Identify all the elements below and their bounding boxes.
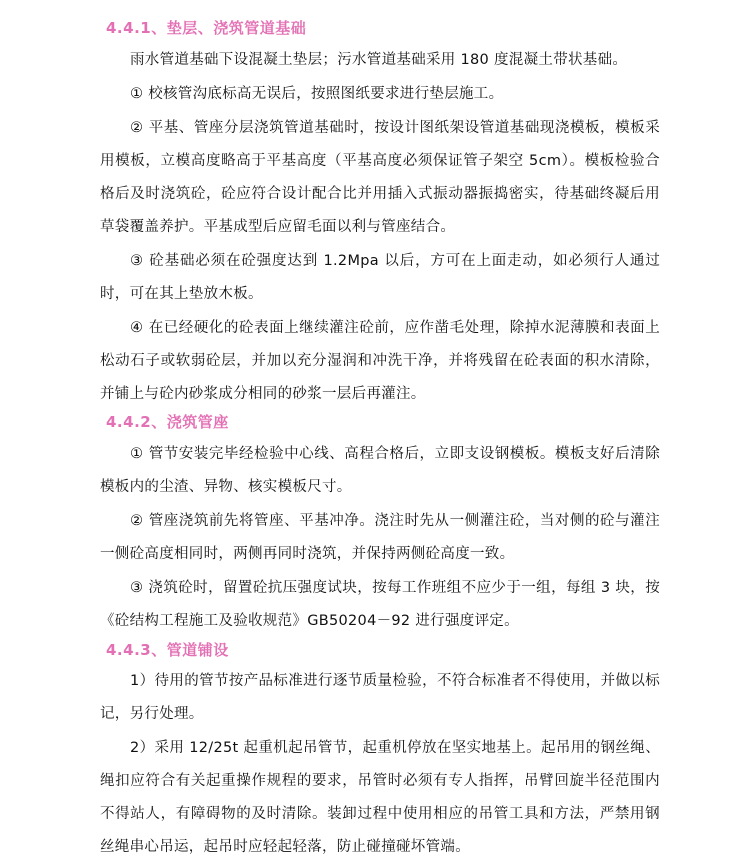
paragraph: ① 校核管沟底标高无误后，按照图纸要求进行垫层施工。 <box>130 86 504 102</box>
paragraph: ③ 砼基础必须在砼强度达到 1.2Mpa 以后，方可在上面走动，如必须行人通过时，可在其上垫放木板。 <box>100 253 660 302</box>
paragraph: ② 管座浇筑前先将管座、平基冲净。浇注时先从一侧灌注砼，当对侧的砼与灌注一侧砼高度相同时，两侧再同时浇筑，并保持两侧砼高度一致。 <box>100 513 660 562</box>
paragraph: 2）采用 12/25t 起重机起吊管节，起重机停放在坚实地基上。起吊用的钢丝绳、绳扣应符合有关起重操作规程的要求，吊管时必须有专人指挥，吊臂回旋半径范围内不得站人，有障碍物的及时清除。装卸过程中使用相应的吊管工具和方法，严禁用钢丝绳串心吊运，起吊时应轻起轻落，防止碰撞碰坏管端。 <box>100 740 660 855</box>
section-heading-4-4-1: 4.4.1、垫层、浇筑管道基础 <box>106 19 307 37</box>
paragraph: ② 平基、管座分层浇筑管道基础时，按设计图纸架设管道基础现浇模板，模板采用模板，立模高度略高于平基高度（平基高度必须保证管子架空 5cm）。模板检验合格后及时浇筑砼，砼应符合设计配合比并用插入式振动器振捣密实，待基础终凝后用草袋覆盖养护。平基成型后应留毛面以利与管座结合。 <box>100 120 660 235</box>
paragraph: ③ 浇筑砼时，留置砼抗压强度试块，按每工作班组不应少于一组，每组 3 块，按《砼结构工程施工及验收规范》GB50204－92 进行强度评定。 <box>100 580 660 629</box>
paragraph: ① 管节安装完毕经检验中心线、高程合格后，立即支设钢模板。模板支好后清除模板内的尘渣、异物、核实模板尺寸。 <box>100 446 660 495</box>
section-heading-4-4-3: 4.4.3、管道铺设 <box>106 641 229 659</box>
paragraph: 雨水管道基础下设混凝土垫层；污水管道基础采用 180 度混凝土带状基础。 <box>130 52 628 68</box>
section-heading-4-4-2: 4.4.2、浇筑管座 <box>106 413 229 431</box>
paragraph: ④ 在已经硬化的砼表面上继续灌注砼前，应作凿毛处理，除掉水泥薄膜和表面上松动石子或软弱砼层，并加以充分湿润和冲洗干净，并将残留在砼表面的积水清除，并铺上与砼内砂浆成分相同的砂浆一层后再灌注。 <box>100 320 660 402</box>
paragraph: 1）待用的管节按产品标准进行逐节质量检验，不符合标准者不得使用，并做以标记，另行处理。 <box>100 673 660 722</box>
